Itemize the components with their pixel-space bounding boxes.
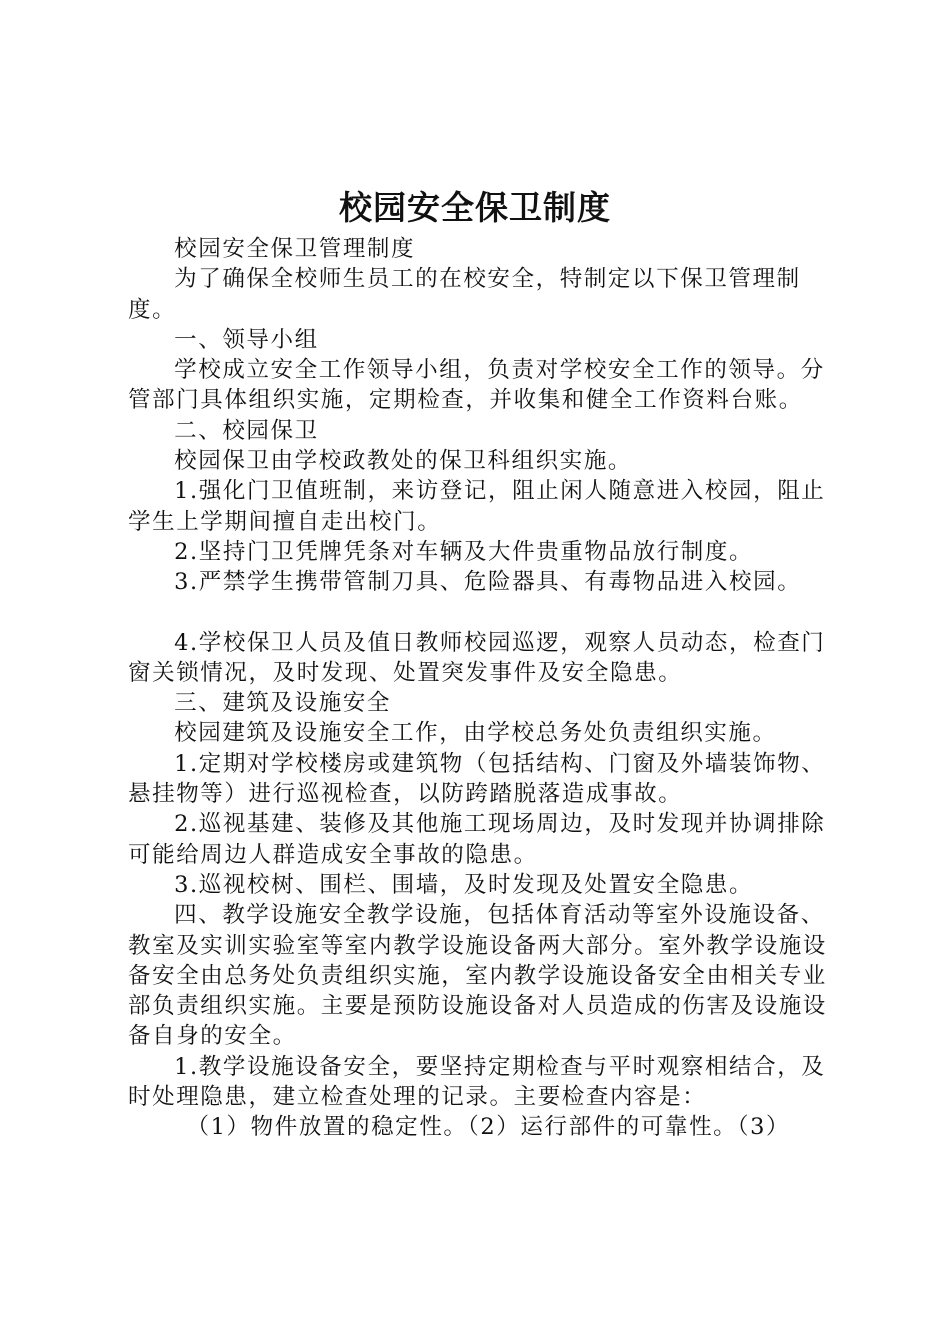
paragraph-building-safety: 校园建筑及设施安全工作，由学校总务处负责组织实施。 <box>174 720 777 747</box>
list-item-building-1: 1.定期对学校楼房或建筑物（包括结构、门窗及外墙装饰物、悬挂物等）进行巡视检查，以防跨踏脱落造成事故。 <box>128 750 826 808</box>
document-body <box>128 234 838 1143</box>
section-heading-leadership: 一、领导小组 <box>174 326 319 353</box>
list-item-teaching-checks: （1）物件放置的稳定性。（2）运行部件的可靠性。（3） <box>186 1114 791 1141</box>
list-item-security-3: 3.严禁学生携带管制刀具、危险器具、有毒物品进入校园。 <box>174 569 802 596</box>
list-item-security-1: 1.强化门卫值班制，来访登记，阻止闲人随意进入校园，阻止学生上学期间擅自走出校门。 <box>128 478 826 535</box>
section-heading-building-safety: 三、建筑及设施安全 <box>174 690 392 717</box>
list-item-security-4: 4.学校保卫人员及值日教师校园巡逻，观察人员动态，检查门窗关锁情况，及时发现、处置突发事件及安全隐患。 <box>128 629 826 686</box>
paragraph-subtitle: 校园安全保卫管理制度 <box>174 236 416 262</box>
paragraph-leadership: 学校成立安全工作领导小组，负责对学校安全工作的领导。分管部门具体组织实施，定期检查，并收集和健全工作资料台账。 <box>128 357 825 414</box>
document-title: 校园安全保卫制度 <box>339 188 611 227</box>
section-heading-campus-security: 二、校园保卫 <box>174 417 319 444</box>
list-item-building-3: 3.巡视校树、围栏、围墙，及时发现及处置安全隐患。 <box>174 871 754 898</box>
paragraph-campus-security: 校园保卫由学校政教处的保卫科组织实施。 <box>174 448 633 475</box>
paragraph-teaching-facilities: 四、教学设施安全教学设施，包括体育活动等室外设施设备、教室及实训实验室等室内教学设施设备两大部分。室外教学设施设备安全由总务处负责组织实施，室内教学设施设备安全由相关专业部负责组织实施。主要是预防设施设备对人员造成的伤害及设施设备自身的安全。 <box>128 902 827 1050</box>
paragraph-intro: 为了确保全校师生员工的在校安全，特制定以下保卫管理制度。 <box>128 266 801 323</box>
list-item-building-2: 2.巡视基建、装修及其他施工现场周边，及时发现并协调排除可能给周边人群造成安全事故的隐患。 <box>128 811 826 868</box>
list-item-teaching-1: 1.教学设施设备安全，要坚持定期检查与平时观察相结合，及时处理隐患，建立检查处理的记录。主要检查内容是： <box>128 1053 826 1111</box>
list-item-security-2: 2.坚持门卫凭牌凭条对车辆及大件贵重物品放行制度。 <box>174 538 754 565</box>
